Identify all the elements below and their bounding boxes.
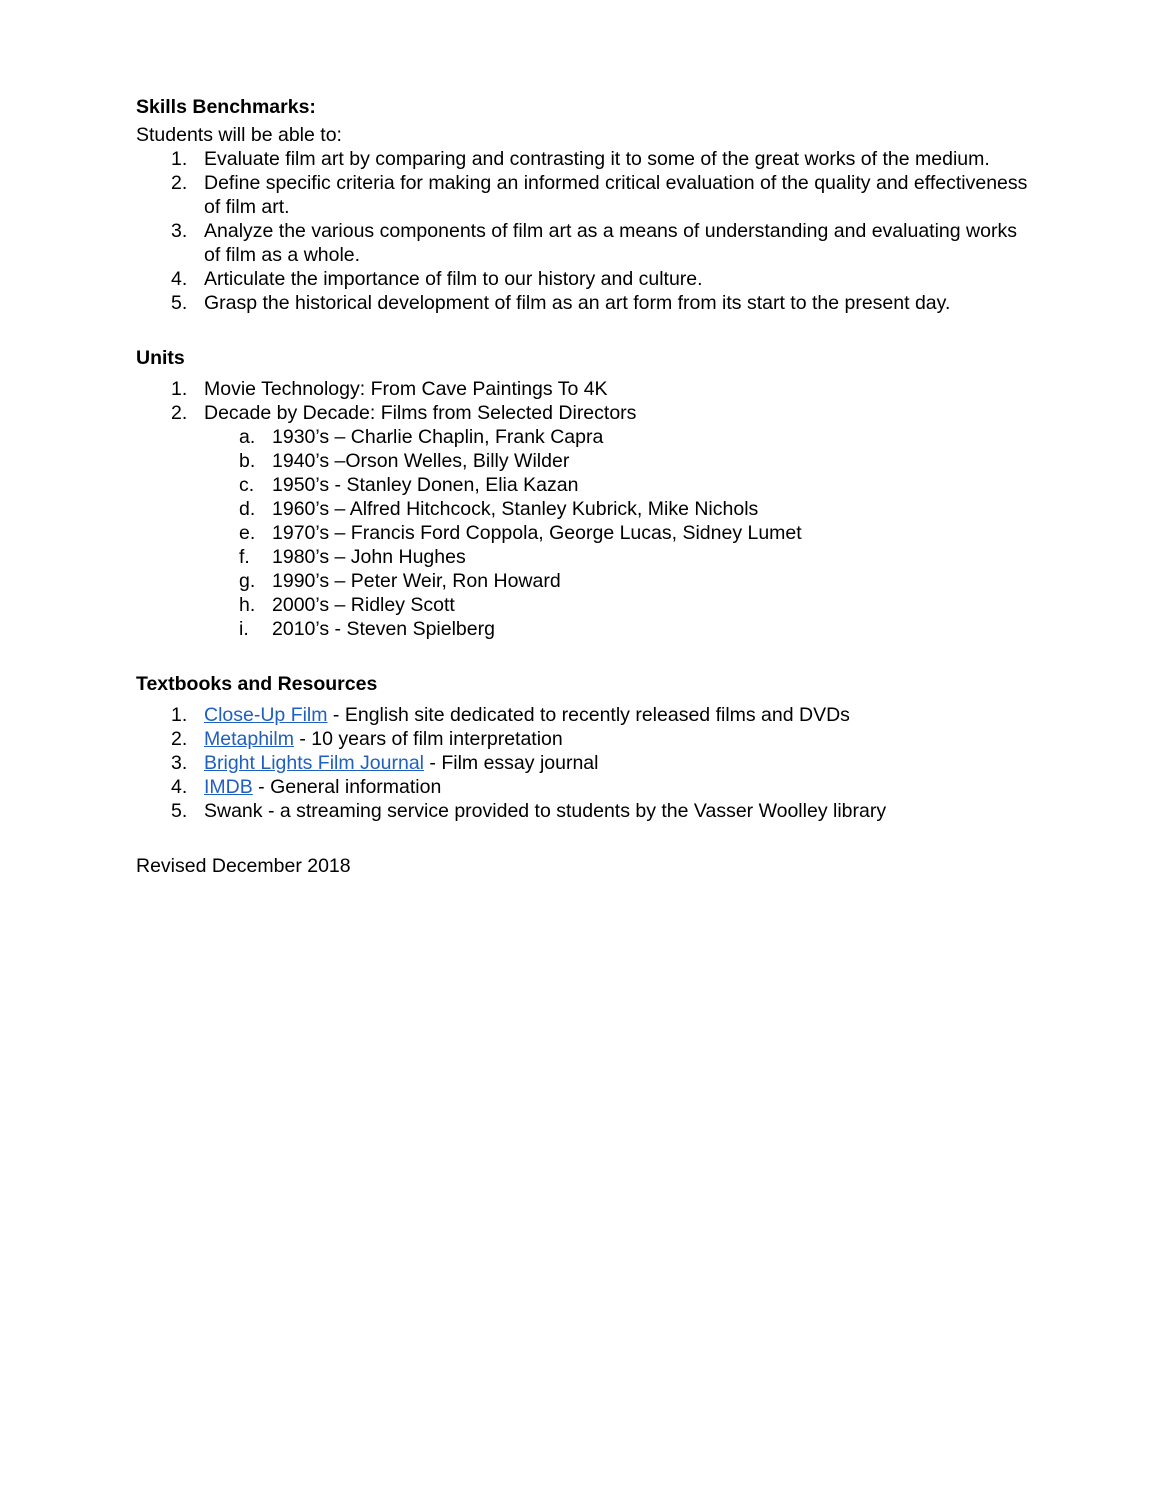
list-item: 1. Movie Technology: From Cave Paintings To 4K <box>171 378 608 400</box>
metaphilm-link[interactable]: Metaphilm <box>204 728 294 750</box>
document-content <box>136 95 1036 878</box>
list-item: 1. Close-Up Film - English site dedicated to recently released films and DVDs <box>171 704 850 726</box>
list-item: 5. Grasp the historical development of film as an art form from its start to the present day. <box>171 292 951 314</box>
bright-lights-film-journal-link[interactable]: Bright Lights Film Journal <box>204 752 425 774</box>
list-item: f. 1980’s – John Hughes <box>239 546 466 568</box>
list-item: 4. IMDB - General information <box>171 776 442 798</box>
list-item: e. 1970’s – Francis Ford Coppola, George Lucas, Sidney Lumet <box>239 522 802 544</box>
list-item: 5. Swank - a streaming service provided to students by the Vasser Woolley library <box>171 800 887 822</box>
close-up-film-link[interactable]: Close-Up Film <box>204 704 328 726</box>
list-item: 2. Define specific criteria for making an informed critical evaluation of the quality and effectiveness of film art. <box>171 172 1028 218</box>
list-item: 3. Bright Lights Film Journal - Film essay journal <box>171 752 599 774</box>
list-item: 2. Decade by Decade: Films from Selected Directors <box>171 402 637 424</box>
list-item: 2. Metaphilm - 10 years of film interpretation <box>171 728 563 750</box>
list-item: c. 1950’s - Stanley Donen, Elia Kazan <box>239 474 579 496</box>
imdb-link[interactable]: IMDB <box>204 776 253 798</box>
list-item: b. 1940’s –Orson Welles, Billy Wilder <box>239 450 570 472</box>
resources-section <box>136 672 1036 823</box>
skills-section <box>136 95 1036 315</box>
list-item: i. 2010’s - Steven Spielberg <box>239 618 495 640</box>
decades-list <box>136 425 1036 641</box>
resources-list <box>136 703 1036 823</box>
list-item: 1. Evaluate film art by comparing and contrasting it to some of the great works of the medium. <box>171 148 990 170</box>
skills-list <box>136 147 1036 315</box>
resources-heading: Textbooks and Resources <box>136 673 378 695</box>
units-heading: Units <box>136 347 185 369</box>
list-item: g. 1990’s – Peter Weir, Ron Howard <box>239 570 561 592</box>
list-item: h. 2000’s – Ridley Scott <box>239 594 455 616</box>
list-item: 3. Analyze the various components of film art as a means of understanding and evaluating works of film as a whole. <box>171 220 1017 266</box>
list-item: 4. Articulate the importance of film to our history and culture. <box>171 268 703 290</box>
units-section <box>136 346 1036 641</box>
revised-date: Revised December 2018 <box>136 855 351 877</box>
skills-intro: Students will be able to: <box>136 124 342 146</box>
list-item: a. 1930’s – Charlie Chaplin, Frank Capra <box>239 426 604 448</box>
skills-heading: Skills Benchmarks: <box>136 96 316 118</box>
units-list <box>136 377 1036 425</box>
list-item: d. 1960’s – Alfred Hitchcock, Stanley Kubrick, Mike Nichols <box>239 498 759 520</box>
